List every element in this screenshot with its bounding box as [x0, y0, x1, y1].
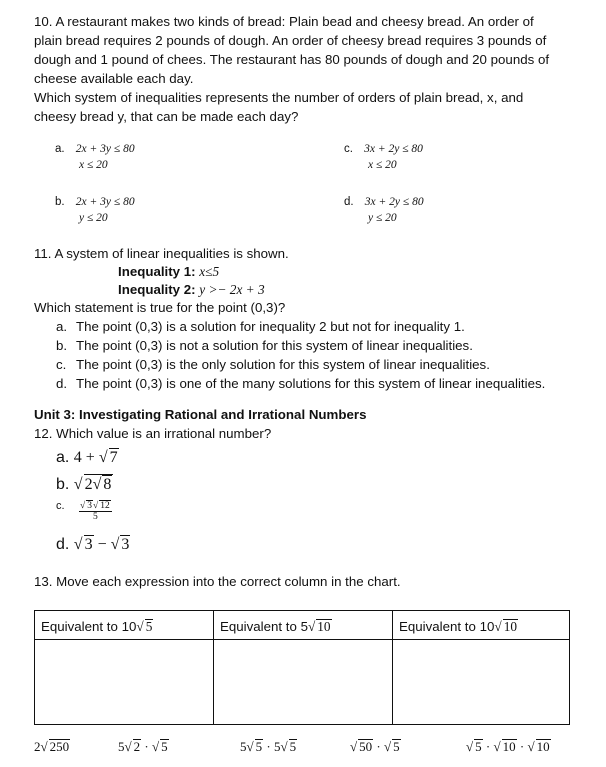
radicand: 50 [359, 739, 373, 754]
q10-text [34, 12, 594, 126]
choice-ineq-1: 2x + 3y ≤ 80 [75, 143, 135, 155]
q10-line: dough and 1 pound of chees. The restaurant has 80 pounds of dough and 20 pounds of [34, 52, 550, 67]
radicand: 5 [393, 739, 400, 754]
q10-choice-a[interactable] [55, 141, 135, 173]
expression-tile[interactable] [240, 739, 297, 755]
radicand: 5 [145, 619, 153, 634]
choice-letter: b. [56, 338, 68, 353]
operator: · 5 [263, 739, 281, 754]
expression-tile[interactable] [118, 739, 169, 755]
sqrt-symbol: √ [527, 739, 535, 754]
expr-coef: 2 [34, 739, 41, 754]
expression-tile[interactable] [350, 739, 401, 755]
choice-ineq-2: x ≤ 20 [368, 159, 397, 171]
sqrt-symbol: √ [124, 739, 132, 754]
choice-letter: c. [56, 500, 65, 513]
q10-choice-d[interactable] [344, 194, 424, 226]
radicand: 7 [109, 449, 118, 466]
column-header [35, 611, 214, 640]
radicand: 12 [100, 501, 110, 511]
header-coef: Equivalent to 10 [399, 619, 495, 634]
choice-ineq-2: y ≤ 20 [79, 212, 108, 224]
radicand: 10 [503, 619, 517, 634]
q10-line: 10. A restaurant makes two kinds of bread: Plain bead and cheesy bread. An order of [34, 14, 534, 29]
choice-letter: a. [55, 143, 65, 155]
radicand: 10 [317, 619, 331, 634]
sqrt-symbol: √ [136, 619, 144, 634]
sqrt-symbol: √ [73, 536, 83, 553]
q13-question: 13. Move each expression into the correct column in the chart. [34, 574, 401, 589]
radicand: 5 [289, 739, 297, 754]
sqrt-symbol: √ [280, 739, 288, 754]
radicand-inner: 8 [103, 476, 112, 493]
q11-intro: 11. A system of linear inequalities is shown. [34, 246, 289, 261]
sqrt-symbol: √ [383, 739, 392, 754]
choice-text: The point (0,3) is one of the many solutions for this system of linear inequalities. [76, 376, 546, 391]
radicand: 10 [502, 739, 516, 754]
chart-header-row [35, 611, 570, 640]
radicand: 3 [84, 536, 93, 553]
q11-choice-b[interactable] [56, 336, 596, 355]
choice-ineq-1: 2x + 3y ≤ 80 [75, 196, 135, 208]
q10-choice-c[interactable] [344, 141, 423, 173]
choice-text: The point (0,3) is not a solution for this system of linear inequalities. [76, 338, 473, 353]
q12-choice-b[interactable] [56, 474, 113, 494]
choice-text: The point (0,3) is the only solution for this system of linear inequalities. [76, 357, 490, 372]
unit3-heading: Unit 3: Investigating Rational and Irrational Numbers [34, 407, 367, 422]
q12-choice-c[interactable] [56, 500, 112, 522]
column-header [214, 611, 393, 640]
sqrt-symbol: √ [307, 619, 316, 634]
fraction-denominator: 5 [92, 512, 98, 523]
operator: · [141, 739, 152, 754]
radicand: 3 [121, 536, 130, 553]
sqrt-symbol: √ [350, 739, 358, 754]
radicand: 5 [255, 739, 263, 754]
q11-inequality-1 [118, 262, 219, 281]
q10-line: Which system of inequalities represents the number of orders of plain bread, x, and [34, 90, 524, 105]
choice-text: The point (0,3) is a solution for inequality 2 but not for inequality 1. [76, 319, 465, 334]
sqrt-symbol: √ [40, 739, 48, 754]
q10-line: cheese available each day. [34, 71, 194, 86]
q11-choice-c[interactable] [56, 355, 596, 374]
inequality-expr: y >− 2x + 3 [199, 282, 265, 297]
expression-tile[interactable] [34, 739, 70, 755]
expr-coef: 5 [240, 739, 247, 754]
radicand [84, 474, 114, 494]
drop-zone-col-2[interactable] [214, 640, 393, 725]
q10-choice-b[interactable] [55, 194, 135, 226]
sqrt-symbol: √ [73, 476, 83, 493]
sqrt-symbol: √ [151, 739, 160, 754]
operator: · [516, 739, 528, 754]
choice-ineq-2: y ≤ 20 [368, 212, 397, 224]
choice-letter: d. [56, 536, 70, 553]
q11-inequality-2 [118, 280, 265, 299]
operator: · [373, 739, 384, 754]
q12-choice-d[interactable] [56, 535, 130, 554]
sqrt-symbol: √ [92, 501, 99, 511]
radicand-coef: 2 [84, 476, 93, 493]
choice-ineq-2: x ≤ 20 [79, 159, 108, 171]
column-header [393, 611, 570, 640]
drop-zone-col-1[interactable] [35, 640, 214, 725]
choice-ineq-1: 3x + 2y ≤ 80 [364, 196, 424, 208]
choice-letter: d. [344, 196, 354, 208]
sqrt-symbol: √ [493, 739, 501, 754]
radicand: 2 [133, 739, 141, 754]
sorting-chart [34, 610, 570, 725]
radicand: 3 [87, 501, 92, 511]
q11-choices [56, 317, 596, 393]
radicand: 5 [161, 739, 168, 754]
q11-question: Which statement is true for the point (0,3)? [34, 300, 286, 315]
radicand: 250 [49, 739, 70, 754]
choice-letter: a. [56, 319, 68, 334]
header-coef: Equivalent to 10 [41, 619, 137, 634]
expr-coef: 5 [118, 739, 125, 754]
q10-line: cheesy bread y, that can be made each day? [34, 109, 299, 124]
choice-letter: b. [56, 476, 70, 493]
sqrt-symbol: √ [98, 449, 108, 466]
operator: − [93, 536, 111, 553]
inequality-expr: x≤5 [199, 264, 220, 279]
inequality-label: Inequality 1: [118, 264, 196, 279]
q12-question: 12. Which value is an irrational number? [34, 426, 272, 441]
expression-tile[interactable] [466, 739, 551, 755]
q12-choice-a[interactable] [56, 448, 119, 467]
sqrt-symbol: √ [246, 739, 254, 754]
sqrt-symbol: √ [80, 501, 86, 511]
operator: · [482, 739, 494, 754]
choice-letter: c. [344, 143, 353, 155]
fraction-numerator [79, 500, 112, 512]
sqrt-symbol: √ [466, 739, 474, 754]
header-coef: Equivalent to 5 [220, 619, 308, 634]
drop-zone-col-3[interactable] [393, 640, 570, 725]
sqrt-symbol: √ [110, 536, 120, 553]
q11-choice-a[interactable] [56, 317, 596, 336]
choice-letter: d. [56, 376, 68, 391]
sqrt-symbol: √ [92, 476, 102, 493]
choice-letter: c. [56, 357, 67, 372]
radicand: 5 [475, 739, 482, 754]
fraction [79, 500, 112, 522]
choice-letter: a. [56, 449, 70, 466]
radicand: 10 [536, 739, 550, 754]
choice-expr-prefix: 4 + [73, 449, 99, 466]
sqrt-symbol: √ [494, 619, 502, 634]
q10-line: plain bread requires 2 pounds of dough. An order of cheesy bread requires 3 pounds of [34, 33, 547, 48]
choice-letter: b. [55, 196, 65, 208]
inequality-label: Inequality 2: [118, 282, 196, 297]
q11-choice-d[interactable] [56, 374, 596, 393]
chart-drop-row [35, 640, 570, 725]
choice-ineq-1: 3x + 2y ≤ 80 [364, 143, 423, 155]
